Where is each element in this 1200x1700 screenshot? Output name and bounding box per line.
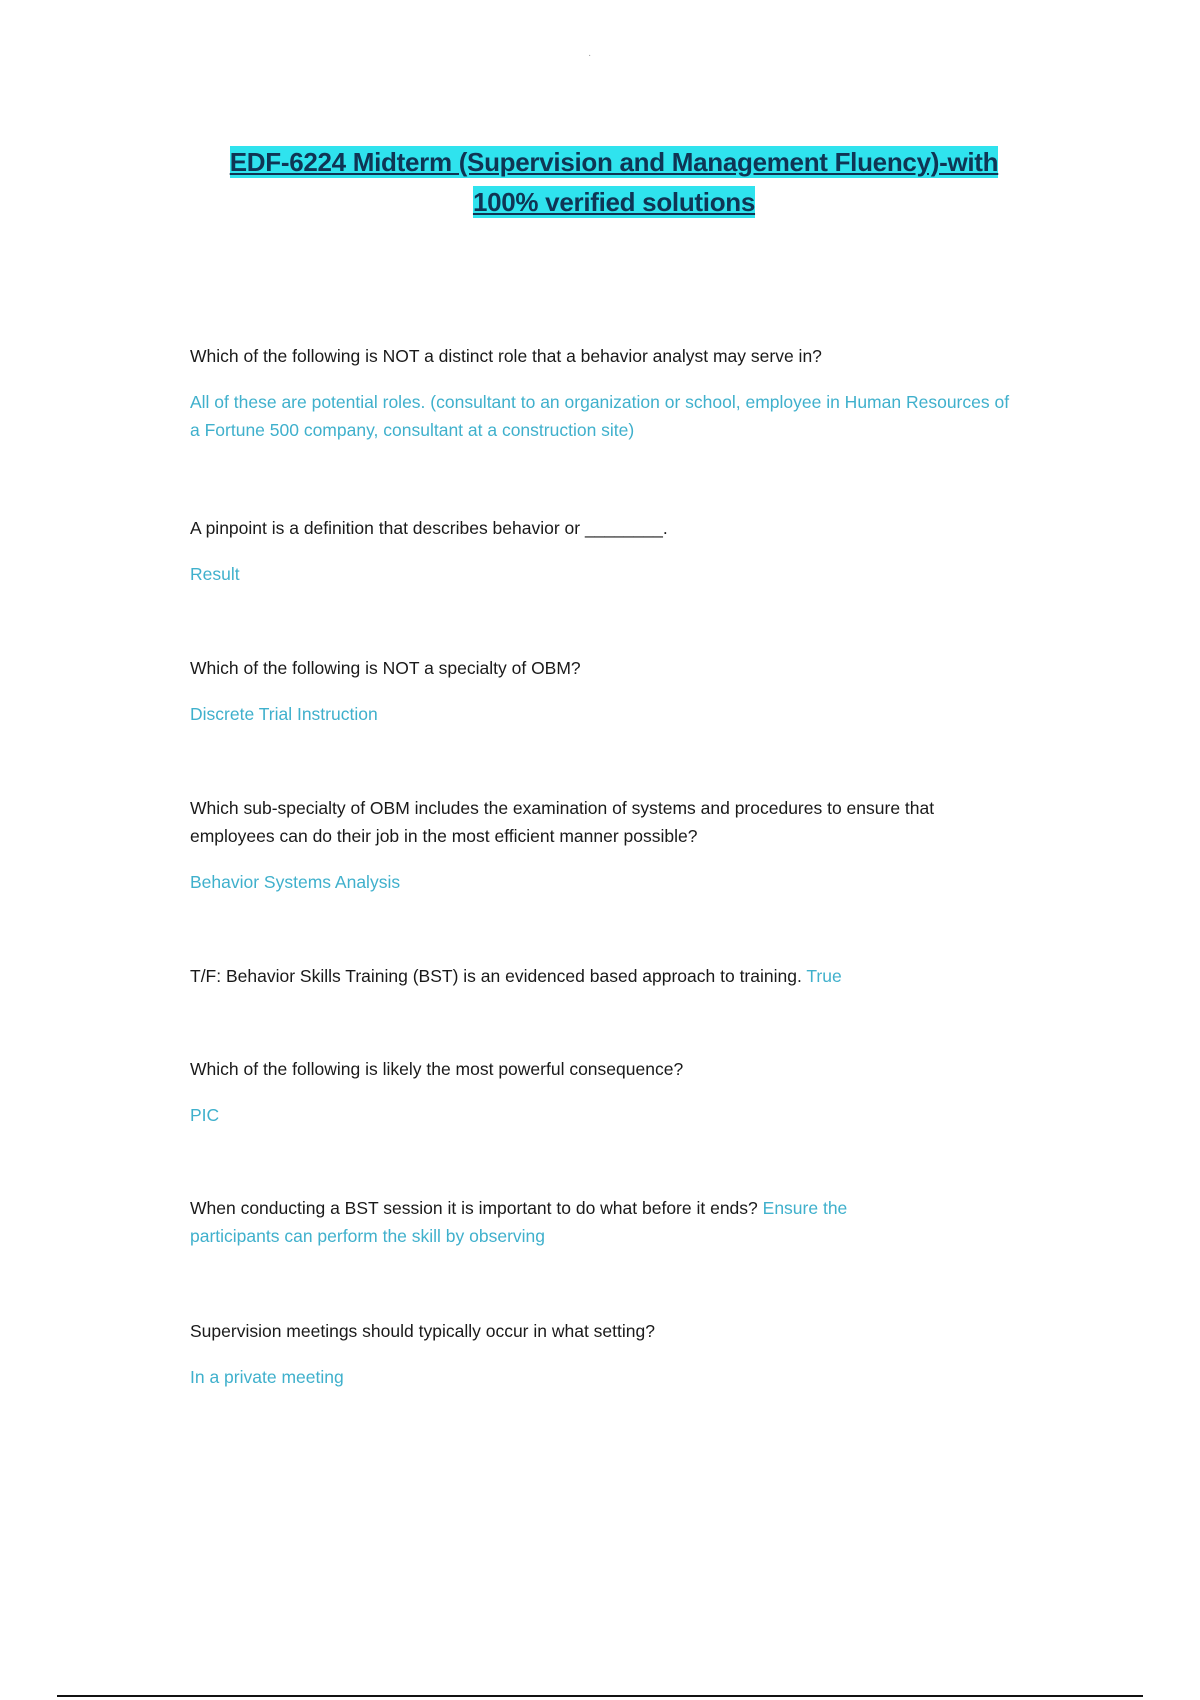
title-line-2: 100% verified solutions — [472, 187, 756, 217]
answer-text: All of these are potential roles. (consultant to an organization or school, employee in Human Resources of a Fortune 500 company, consultant at a construction site) — [190, 392, 1010, 440]
answer-text: Behavior Systems Analysis — [190, 872, 401, 892]
answer-text: Ensure the participants can perform the skill by observing — [190, 1198, 848, 1246]
question-text: Which sub-specialty of OBM includes the examination of systems and procedures to ensure that employees can do their job in the most efficient manner possible? — [190, 798, 935, 846]
qa-item — [190, 1194, 870, 1250]
qa-item — [190, 962, 1020, 990]
qa-item — [190, 514, 1020, 588]
question-text: Supervision meetings should typically occur in what setting? — [190, 1321, 655, 1341]
bottom-divider — [57, 1695, 1143, 1697]
question-text: Which of the following is likely the most powerful consequence? — [190, 1059, 684, 1079]
qa-item — [190, 1055, 1020, 1129]
question-text: When conducting a BST session it is important to do what before it ends? — [190, 1198, 758, 1218]
qa-item — [190, 654, 1020, 728]
question-text: A pinpoint is a definition that describes behavior or ________. — [190, 518, 668, 538]
page-mark: · — [588, 50, 592, 61]
page-title — [200, 142, 1028, 222]
answer-text: Discrete Trial Instruction — [190, 704, 378, 724]
answer-text: PIC — [190, 1105, 220, 1125]
qa-item — [190, 1317, 1020, 1391]
question-text: Which of the following is NOT a specialty of OBM? — [190, 658, 581, 678]
answer-text: Result — [190, 564, 240, 584]
qa-item — [190, 794, 1020, 896]
question-text: Which of the following is NOT a distinct role that a behavior analyst may serve in? — [190, 346, 822, 366]
title-line-1: EDF-6224 Midterm (Supervision and Management Fluency)-with — [229, 147, 999, 177]
question-text: T/F: Behavior Skills Training (BST) is an evidenced based approach to training. — [190, 966, 802, 986]
answer-text: True — [806, 966, 842, 986]
qa-item — [190, 342, 1020, 444]
answer-text: In a private meeting — [190, 1367, 344, 1387]
